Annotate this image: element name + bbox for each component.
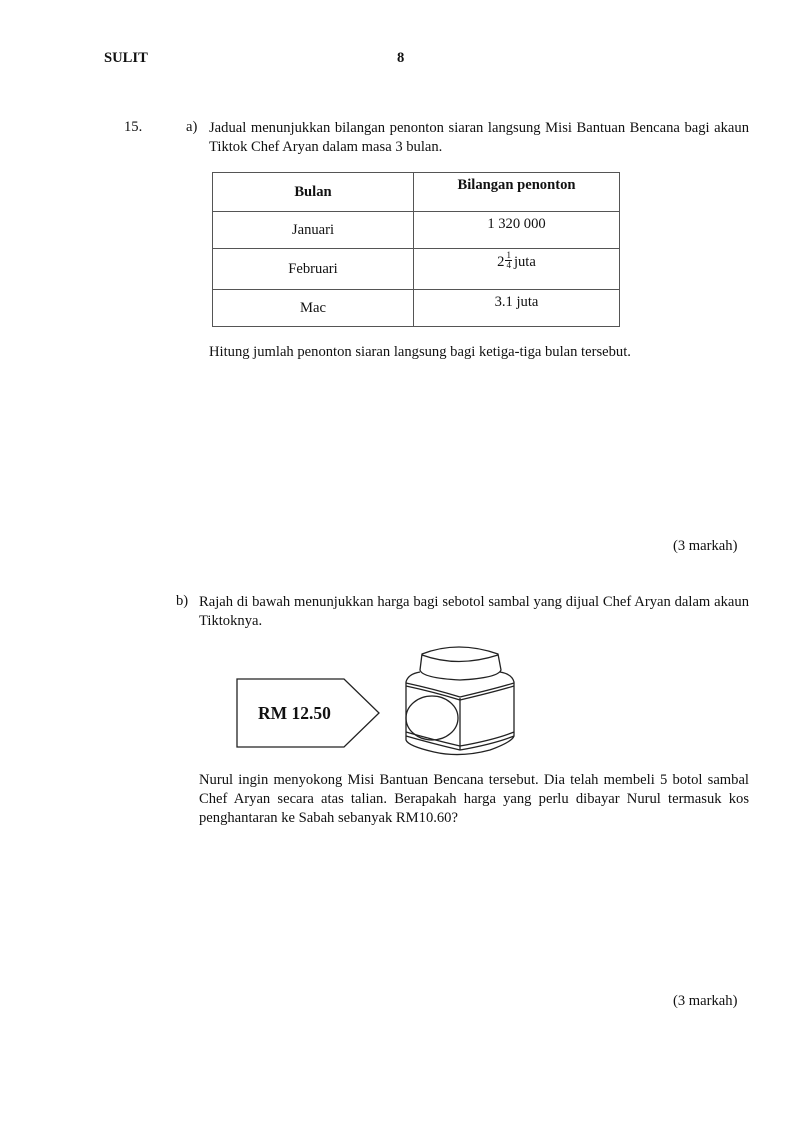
part-b-body: Nurul ingin menyokong Misi Bantuan Bencana tersebut. Dia telah membeli 5 botol sambal Chef Aryan secara atas talian. Berapakah harga yang perlu dibayar Nurul termasuk kos penghantaran ke Sabah sebanyak RM10.60?: [199, 772, 749, 826]
classification-label: SULIT: [104, 50, 148, 66]
fraction-numerator: 1: [506, 250, 511, 260]
table-cell-viewers: 3.1 juta: [414, 290, 620, 327]
table-header-viewers: Bilangan penonton: [414, 173, 620, 212]
table-row: [213, 290, 620, 327]
question-number: 15.: [124, 119, 143, 135]
table-cell-month: Januari: [213, 212, 414, 249]
table-cell-month: Mac: [213, 290, 414, 327]
table-row: [213, 212, 620, 249]
page-number: 8: [397, 50, 405, 66]
mixed-number-whole: 2: [497, 253, 505, 270]
fraction: [505, 251, 512, 270]
table-header-month: Bulan: [213, 173, 414, 212]
table-row: [213, 249, 620, 290]
part-a-marks: (3 markah): [673, 538, 738, 554]
viewers-unit: juta: [513, 253, 536, 270]
part-b-label: b): [176, 593, 189, 609]
price-tag-label: RM 12.50: [258, 703, 331, 723]
table-cell-viewers: [414, 249, 620, 290]
part-b-marks: (3 markah): [673, 993, 738, 1009]
fraction-denominator: 4: [506, 260, 511, 270]
viewers-table: [212, 172, 620, 327]
table-cell-month: Februari: [213, 249, 414, 290]
part-a-text: Jadual menunjukkan bilangan penonton siaran langsung Misi Bantuan Bencana bagi akaun Tiktok Chef Aryan dalam masa 3 bulan.: [209, 120, 749, 155]
part-a-prompt: Hitung jumlah penonton siaran langsung bagi ketiga-tiga bulan tersebut.: [209, 344, 631, 360]
part-a-label: a): [186, 119, 198, 135]
sambal-jar-icon: [394, 642, 524, 758]
table-cell-viewers: 1 320 000: [414, 212, 620, 249]
table-header-row: [213, 173, 620, 212]
part-b-text: Rajah di bawah menunjukkan harga bagi sebotol sambal yang dijual Chef Aryan dalam akaun Tiktoknya.: [199, 594, 749, 629]
